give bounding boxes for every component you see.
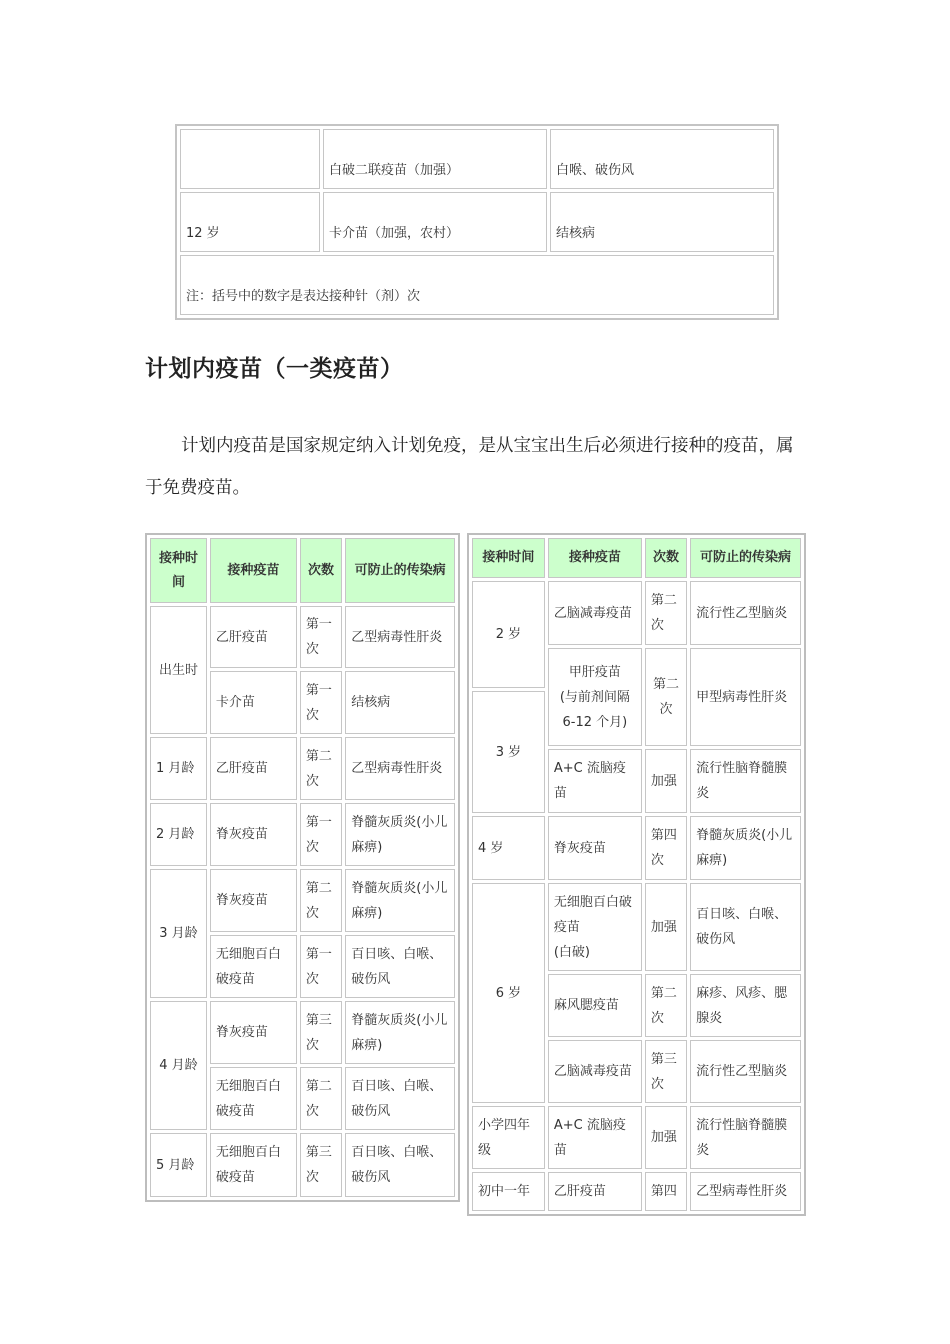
vaccine-cell: 卡介苗 [210, 671, 297, 734]
time-cell: 初中一年 [472, 1172, 545, 1211]
table-row [472, 1106, 801, 1169]
table-cell [180, 129, 320, 189]
vaccine-cell: 脊灰疫苗 [548, 816, 642, 880]
table-row [150, 1133, 455, 1197]
disease-cell: 结核病 [345, 671, 455, 734]
table-cell: 白破二联疫苗（加强） [323, 129, 547, 189]
dose-cell: 第二次 [645, 974, 687, 1037]
vaccine-note: (白破) [553, 944, 591, 960]
vaccine-cell: 脊灰疫苗 [210, 869, 297, 932]
time-cell: 1 月龄 [150, 737, 207, 800]
vaccine-cell: A+C 流脑疫苗 [548, 749, 642, 813]
table-row [150, 606, 455, 668]
table-row [472, 816, 801, 880]
vaccine-name: 无细胞百白破疫苗 [553, 894, 632, 935]
dose-cell: 第二次 [300, 737, 342, 800]
time-cell: 出生时 [150, 606, 207, 734]
disease-cell: 脊髓灰质炎(小儿麻痹) [345, 869, 455, 932]
dose-cell: 第二次 [645, 581, 687, 645]
disease-cell: 乙型病毒性肝炎 [345, 606, 455, 668]
vaccine-cell: 乙脑减毒疫苗 [548, 1040, 642, 1103]
disease-cell: 百日咳、白喉、破伤风 [345, 1133, 455, 1197]
dose-cell: 第二次 [645, 648, 687, 746]
column-header: 可防止的传染病 [690, 538, 801, 578]
table-row [180, 129, 774, 189]
disease-cell: 流行性脑脊髓膜炎 [690, 749, 801, 813]
vaccine-cell: 无细胞百白破疫苗 [210, 935, 297, 998]
table-row [472, 1172, 801, 1211]
disease-cell: 百日咳、白喉、破伤风 [345, 1067, 455, 1130]
table-cell: 卡介苗（加强，农村） [323, 192, 547, 252]
vaccine-cell: 无细胞百白破疫苗 [210, 1133, 297, 1197]
dose-cell: 第二次 [300, 869, 342, 932]
vaccine-cell: 麻风腮疫苗 [548, 974, 642, 1037]
column-header: 次数 [300, 538, 342, 603]
dose-cell: 加强 [645, 883, 687, 971]
column-header: 接种疫苗 [210, 538, 297, 603]
table-header-row [150, 538, 455, 603]
table-row [150, 803, 455, 866]
vaccine-cell: 乙肝疫苗 [210, 606, 297, 668]
column-header: 次数 [645, 538, 687, 578]
table-cell: 白喉、破伤风 [550, 129, 774, 189]
page-heading: 计划内疫苗（一类疫苗） [145, 356, 404, 382]
dose-cell: 第三次 [645, 1040, 687, 1103]
time-cell: 2 岁 [472, 581, 545, 688]
disease-cell: 乙型病毒性肝炎 [345, 737, 455, 800]
dose-cell: 第三次 [300, 1001, 342, 1064]
table-cell: 12 岁 [180, 192, 320, 252]
vaccine-interval: (与前剂间隔 6-12 个月) [559, 689, 630, 730]
vaccine-table-right [467, 533, 806, 1216]
time-cell: 5 月龄 [150, 1133, 207, 1197]
dose-cell: 第一次 [300, 671, 342, 734]
time-cell: 6 岁 [472, 883, 545, 1103]
dose-cell: 第一次 [300, 803, 342, 866]
time-cell: 4 岁 [472, 816, 545, 880]
disease-cell: 流行性乙型脑炎 [690, 581, 801, 645]
time-cell: 4 月龄 [150, 1001, 207, 1130]
table-note: 注：括号中的数字是表达接种针（剂）次 [180, 255, 774, 315]
dose-cell: 第四 [645, 1172, 687, 1211]
disease-cell: 脊髓灰质炎(小儿麻痹) [690, 816, 801, 880]
table-row [472, 883, 801, 971]
column-header: 接种时间 [150, 538, 207, 603]
table-cell: 结核病 [550, 192, 774, 252]
disease-cell: 流行性乙型脑炎 [690, 1040, 801, 1103]
dose-cell: 加强 [645, 749, 687, 813]
vaccine-cell: 乙肝疫苗 [548, 1172, 642, 1211]
time-cell: 3 月龄 [150, 869, 207, 998]
column-header: 接种疫苗 [548, 538, 642, 578]
vaccine-cell: 无细胞百白破疫苗 [210, 1067, 297, 1130]
dose-cell: 第二次 [300, 1067, 342, 1130]
dose-cell: 第四次 [645, 816, 687, 880]
disease-cell: 脊髓灰质炎(小儿麻痹) [345, 803, 455, 866]
table-row [472, 581, 801, 645]
table-row [150, 869, 455, 932]
vaccine-table-left [145, 533, 460, 1202]
column-header: 接种时间 [472, 538, 545, 578]
dose-cell: 加强 [645, 1106, 687, 1169]
vaccine-cell [548, 648, 642, 746]
vaccine-cell: 乙脑减毒疫苗 [548, 581, 642, 645]
disease-cell: 甲型病毒性肝炎 [690, 648, 801, 746]
vaccine-name: 甲肝疫苗 [568, 664, 621, 680]
disease-cell: 麻疹、风疹、腮腺炎 [690, 974, 801, 1037]
dose-cell: 第三次 [300, 1133, 342, 1197]
column-header: 可防止的传染病 [345, 538, 455, 603]
time-cell: 小学四年级 [472, 1106, 545, 1169]
intro-paragraph: 计划内疫苗是国家规定纳入计划免疫，是从宝宝出生后必须进行接种的疫苗，属于免费疫苗。 [145, 436, 794, 498]
table-row [150, 1001, 455, 1064]
disease-cell: 百日咳、白喉、破伤风 [690, 883, 801, 971]
table-row [180, 192, 774, 252]
disease-cell: 乙型病毒性肝炎 [690, 1172, 801, 1211]
table-header-row [472, 538, 801, 578]
vaccine-cell: 乙肝疫苗 [210, 737, 297, 800]
top-table [175, 124, 779, 320]
vaccine-cell: 脊灰疫苗 [210, 803, 297, 866]
dose-cell: 第一次 [300, 606, 342, 668]
disease-cell: 百日咳、白喉、破伤风 [345, 935, 455, 998]
table-row [180, 255, 774, 315]
vaccine-cell [548, 883, 642, 971]
table-row [150, 737, 455, 800]
vaccine-cell: 脊灰疫苗 [210, 1001, 297, 1064]
disease-cell: 脊髓灰质炎(小儿麻痹) [345, 1001, 455, 1064]
vaccine-cell: A+C 流脑疫苗 [548, 1106, 642, 1169]
dose-cell: 第一次 [300, 935, 342, 998]
time-cell: 2 月龄 [150, 803, 207, 866]
time-cell: 3 岁 [472, 691, 545, 813]
disease-cell: 流行性脑脊髓膜炎 [690, 1106, 801, 1169]
